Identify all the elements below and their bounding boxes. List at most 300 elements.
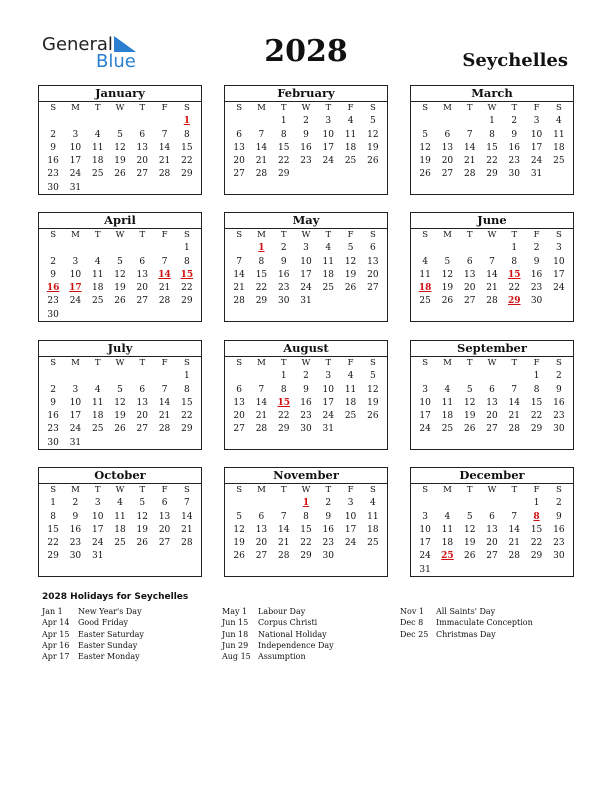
empty-cell xyxy=(131,370,153,383)
day-cell: 11 xyxy=(419,269,431,280)
day-cell: 26 xyxy=(441,296,454,307)
day-cell: 10 xyxy=(300,256,312,267)
day-cell: 4 xyxy=(94,384,101,395)
day-cell: 19 xyxy=(114,283,126,294)
day-grid xyxy=(39,484,201,564)
day-cell: 13 xyxy=(158,511,171,522)
empty-cell xyxy=(131,242,153,255)
day-cell: 29 xyxy=(181,296,193,307)
day-cell: 24 xyxy=(322,156,334,167)
day-cell: 10 xyxy=(419,524,431,535)
weekday-label: M xyxy=(71,358,80,368)
day-cell: 8 xyxy=(258,256,265,267)
weekday-label: F xyxy=(347,230,354,240)
day-cell: 29 xyxy=(530,424,543,435)
day-cell: 23 xyxy=(322,538,334,549)
weekday-label: T xyxy=(325,103,332,113)
day-cell: 4 xyxy=(94,256,101,267)
day-cell: 3 xyxy=(303,243,309,254)
weekday-label: M xyxy=(257,358,266,368)
day-cell: 13 xyxy=(463,269,476,280)
day-cell: 24 xyxy=(419,424,431,435)
month-name: November xyxy=(225,468,387,484)
day-cell: 19 xyxy=(136,524,148,535)
weekday-label: W xyxy=(487,230,497,240)
day-cell: 1 xyxy=(511,243,518,254)
day-cell: 7 xyxy=(511,511,518,522)
day-cell: 3 xyxy=(94,498,101,509)
empty-cell xyxy=(503,497,525,510)
day-cell: 8 xyxy=(183,384,190,395)
empty-cell xyxy=(273,497,295,510)
month-name: December xyxy=(411,468,573,484)
day-cell: 30 xyxy=(553,551,565,562)
day-cell: 9 xyxy=(50,269,56,280)
weekday-label: S xyxy=(422,485,429,495)
day-cell: 26 xyxy=(114,296,126,307)
day-cell: 29 xyxy=(181,424,193,435)
month-name: August xyxy=(225,341,387,357)
day-cell: 14 xyxy=(255,397,268,408)
holiday-row xyxy=(42,640,144,651)
empty-cell xyxy=(436,242,458,255)
holiday-row xyxy=(222,651,334,662)
day-cell: 5 xyxy=(139,498,146,509)
weekday-label: S xyxy=(555,230,562,240)
day-cell: 17 xyxy=(530,142,543,153)
holiday-row xyxy=(400,617,533,628)
day-cell: 17 xyxy=(91,524,104,535)
holiday-name: National Holiday xyxy=(258,629,327,639)
holiday-column xyxy=(400,606,533,640)
weekday-label: S xyxy=(369,230,376,240)
day-cell: 4 xyxy=(347,116,354,127)
holiday-day-cell: 1 xyxy=(302,498,310,509)
day-cell: 30 xyxy=(69,551,82,562)
day-grid xyxy=(411,102,573,182)
day-cell: 13 xyxy=(136,142,148,153)
day-cell: 29 xyxy=(486,169,498,180)
day-cell: 1 xyxy=(280,116,287,127)
day-cell: 15 xyxy=(47,524,59,535)
month-name: June xyxy=(411,213,573,229)
day-cell: 24 xyxy=(322,411,334,422)
day-cell: 23 xyxy=(553,411,565,422)
day-cell: 5 xyxy=(117,384,123,395)
day-cell: 28 xyxy=(486,296,498,307)
day-cell: 4 xyxy=(325,243,332,254)
day-cell: 15 xyxy=(486,142,498,153)
day-cell: 18 xyxy=(441,411,454,422)
day-cell: 18 xyxy=(91,283,104,294)
weekday-label: W xyxy=(487,103,497,113)
day-cell: 23 xyxy=(47,169,59,180)
weekday-label: W xyxy=(115,230,125,240)
day-cell: 17 xyxy=(419,538,431,549)
day-cell: 21 xyxy=(158,411,171,422)
holiday-name: Good Friday xyxy=(78,618,129,628)
day-cell: 26 xyxy=(367,411,379,422)
holiday-row xyxy=(222,640,334,651)
month-january xyxy=(38,85,202,195)
holiday-date: Apr 15 xyxy=(42,629,70,639)
empty-cell xyxy=(153,115,175,128)
weekday-label: W xyxy=(301,358,311,368)
weekday-label: S xyxy=(50,358,57,368)
day-cell: 31 xyxy=(322,424,334,435)
day-cell: 16 xyxy=(277,269,290,280)
weekday-label: S xyxy=(183,230,190,240)
day-cell: 2 xyxy=(303,371,309,382)
day-cell: 22 xyxy=(181,283,193,294)
day-cell: 26 xyxy=(136,538,148,549)
holiday-date: Nov 1 xyxy=(400,607,424,616)
day-cell: 19 xyxy=(367,142,379,153)
day-cell: 28 xyxy=(508,551,520,562)
day-cell: 22 xyxy=(255,283,268,294)
day-cell: 30 xyxy=(47,309,59,320)
month-name: March xyxy=(411,86,573,102)
day-cell: 24 xyxy=(69,169,82,180)
day-cell: 20 xyxy=(136,411,148,422)
day-cell: 26 xyxy=(344,283,357,294)
holiday-day-cell: 15 xyxy=(180,269,194,280)
day-cell: 24 xyxy=(69,424,82,435)
day-cell: 24 xyxy=(300,283,312,294)
day-cell: 9 xyxy=(325,511,332,522)
day-cell: 24 xyxy=(344,538,357,549)
day-cell: 7 xyxy=(258,129,265,140)
day-cell: 12 xyxy=(367,384,379,395)
weekday-label: M xyxy=(443,103,452,113)
day-cell: 26 xyxy=(463,551,476,562)
day-cell: 21 xyxy=(233,283,245,294)
weekday-label: F xyxy=(533,485,540,495)
day-cell: 29 xyxy=(255,296,268,307)
day-cell: 20 xyxy=(233,411,245,422)
page-title-year: 2028 xyxy=(264,34,348,69)
day-cell: 20 xyxy=(136,283,148,294)
day-cell: 31 xyxy=(69,182,82,193)
day-cell: 16 xyxy=(553,397,565,408)
day-cell: 16 xyxy=(300,142,312,153)
month-march xyxy=(410,85,574,195)
day-cell: 23 xyxy=(47,424,59,435)
day-cell: 16 xyxy=(553,524,565,535)
day-cell: 17 xyxy=(69,156,82,167)
day-cell: 8 xyxy=(280,129,287,140)
day-cell: 25 xyxy=(322,283,334,294)
day-cell: 12 xyxy=(419,142,431,153)
empty-cell xyxy=(87,115,109,128)
day-cell: 11 xyxy=(344,384,357,395)
weekday-label: T xyxy=(466,485,473,495)
day-cell: 11 xyxy=(344,129,357,140)
holiday-row xyxy=(222,617,334,628)
day-cell: 15 xyxy=(181,142,193,153)
weekday-label: M xyxy=(257,485,266,495)
day-cell: 23 xyxy=(300,411,312,422)
day-cell: 3 xyxy=(325,371,332,382)
month-october xyxy=(38,467,202,577)
holiday-day-cell: 29 xyxy=(508,296,521,307)
weekday-label: T xyxy=(94,230,101,240)
day-cell: 13 xyxy=(136,269,148,280)
holiday-date: Jun 18 xyxy=(222,629,249,639)
day-cell: 9 xyxy=(280,256,287,267)
day-cell: 12 xyxy=(114,142,126,153)
holiday-row xyxy=(400,606,533,617)
day-cell: 14 xyxy=(486,269,498,280)
day-cell: 8 xyxy=(511,256,518,267)
weekday-label: S xyxy=(422,103,429,113)
empty-cell xyxy=(87,370,109,383)
holiday-day-cell: 15 xyxy=(508,269,521,280)
holiday-column xyxy=(222,606,334,662)
holiday-day-cell: 15 xyxy=(277,397,290,408)
holiday-row xyxy=(42,617,144,628)
day-cell: 5 xyxy=(466,384,473,395)
day-cell: 8 xyxy=(280,384,287,395)
day-cell: 21 xyxy=(158,156,171,167)
day-cell: 30 xyxy=(508,169,520,180)
day-cell: 12 xyxy=(114,269,126,280)
day-cell: 5 xyxy=(444,256,451,267)
day-cell: 9 xyxy=(303,384,309,395)
day-cell: 15 xyxy=(530,524,543,535)
day-cell: 29 xyxy=(181,169,193,180)
day-cell: 6 xyxy=(236,129,242,140)
day-cell: 21 xyxy=(463,156,476,167)
empty-cell xyxy=(459,497,481,510)
day-cell: 27 xyxy=(136,424,148,435)
day-cell: 11 xyxy=(91,397,104,408)
holiday-name: Easter Saturday xyxy=(78,629,144,639)
day-cell: 19 xyxy=(367,397,379,408)
day-cell: 7 xyxy=(258,384,265,395)
holiday-name: Assumption xyxy=(258,652,306,662)
day-grid xyxy=(39,357,201,450)
day-cell: 10 xyxy=(91,511,104,522)
empty-cell xyxy=(109,115,131,128)
day-cell: 3 xyxy=(347,498,354,509)
holiday-row xyxy=(42,651,144,662)
day-cell: 25 xyxy=(114,538,126,549)
day-cell: 2 xyxy=(511,116,518,127)
day-cell: 29 xyxy=(277,169,290,180)
day-cell: 22 xyxy=(508,283,520,294)
day-cell: 8 xyxy=(50,511,56,522)
empty-cell xyxy=(64,242,86,255)
day-cell: 5 xyxy=(422,129,428,140)
day-cell: 4 xyxy=(422,256,428,267)
day-cell: 23 xyxy=(69,538,82,549)
holiday-row xyxy=(42,606,144,617)
day-cell: 21 xyxy=(508,411,520,422)
day-cell: 6 xyxy=(236,384,242,395)
day-cell: 3 xyxy=(533,116,540,127)
day-cell: 26 xyxy=(114,424,126,435)
weekday-label: F xyxy=(347,485,354,495)
day-cell: 15 xyxy=(181,397,193,408)
day-cell: 5 xyxy=(369,371,376,382)
day-cell: 26 xyxy=(419,169,431,180)
holiday-date: Apr 14 xyxy=(42,618,70,628)
day-cell: 14 xyxy=(255,142,268,153)
day-cell: 9 xyxy=(555,511,562,522)
day-cell: 14 xyxy=(158,142,171,153)
day-cell: 20 xyxy=(367,269,379,280)
weekday-label: S xyxy=(555,485,562,495)
day-cell: 6 xyxy=(139,129,146,140)
day-cell: 18 xyxy=(91,411,104,422)
month-november xyxy=(224,467,388,577)
holiday-name: Easter Sunday xyxy=(78,640,138,650)
day-cell: 14 xyxy=(233,269,245,280)
empty-cell xyxy=(109,242,131,255)
day-cell: 25 xyxy=(553,156,565,167)
day-cell: 10 xyxy=(553,256,565,267)
day-cell: 27 xyxy=(136,296,148,307)
holiday-date: Jun 15 xyxy=(222,618,249,628)
month-june xyxy=(410,212,574,322)
day-cell: 18 xyxy=(553,142,565,153)
day-cell: 21 xyxy=(255,411,268,422)
weekday-label: F xyxy=(533,230,540,240)
day-cell: 23 xyxy=(508,156,520,167)
day-cell: 12 xyxy=(344,256,357,267)
day-cell: 9 xyxy=(72,511,79,522)
day-cell: 1 xyxy=(489,116,495,127)
weekday-label: S xyxy=(236,485,243,495)
holiday-day-cell: 1 xyxy=(183,116,190,127)
day-cell: 17 xyxy=(553,269,565,280)
day-grid xyxy=(225,229,387,309)
day-cell: 19 xyxy=(114,156,126,167)
day-cell: 2 xyxy=(325,498,332,509)
day-cell: 7 xyxy=(466,129,473,140)
day-cell: 9 xyxy=(511,129,518,140)
day-cell: 24 xyxy=(69,296,82,307)
empty-cell xyxy=(414,242,436,255)
day-cell: 27 xyxy=(158,538,171,549)
weekday-label: T xyxy=(511,358,518,368)
day-cell: 7 xyxy=(161,129,168,140)
day-cell: 27 xyxy=(463,296,476,307)
day-cell: 29 xyxy=(47,551,59,562)
day-cell: 22 xyxy=(277,411,290,422)
empty-cell xyxy=(459,115,481,128)
day-cell: 10 xyxy=(69,269,82,280)
day-cell: 14 xyxy=(508,524,520,535)
day-cell: 27 xyxy=(233,424,245,435)
empty-cell xyxy=(250,370,272,383)
day-cell: 6 xyxy=(466,256,473,267)
day-cell: 13 xyxy=(367,256,379,267)
weekday-label: S xyxy=(422,230,429,240)
day-cell: 3 xyxy=(72,384,79,395)
day-cell: 17 xyxy=(322,397,334,408)
holiday-name: Labour Day xyxy=(258,607,306,616)
day-cell: 6 xyxy=(161,498,168,509)
day-cell: 3 xyxy=(422,511,428,522)
day-cell: 9 xyxy=(50,142,56,153)
day-cell: 28 xyxy=(255,424,268,435)
day-cell: 25 xyxy=(344,156,357,167)
weekday-label: T xyxy=(94,485,101,495)
day-cell: 14 xyxy=(508,397,520,408)
day-cell: 2 xyxy=(533,243,540,254)
day-grid xyxy=(411,357,573,437)
day-cell: 21 xyxy=(181,524,193,535)
day-cell: 27 xyxy=(486,551,498,562)
day-cell: 19 xyxy=(463,411,476,422)
day-cell: 5 xyxy=(236,511,242,522)
day-cell: 13 xyxy=(486,524,498,535)
day-cell: 11 xyxy=(367,511,379,522)
day-cell: 10 xyxy=(344,511,357,522)
day-cell: 2 xyxy=(50,256,56,267)
day-cell: 16 xyxy=(47,156,59,167)
month-august xyxy=(224,340,388,450)
month-name: October xyxy=(39,468,201,484)
holiday-date: Dec 8 xyxy=(400,618,424,628)
empty-cell xyxy=(109,370,131,383)
day-cell: 19 xyxy=(344,269,357,280)
day-cell: 2 xyxy=(72,498,79,509)
holiday-row xyxy=(42,629,144,640)
day-cell: 6 xyxy=(369,243,376,254)
day-cell: 10 xyxy=(530,129,543,140)
month-july xyxy=(38,340,202,450)
weekday-label: M xyxy=(71,103,80,113)
empty-cell xyxy=(459,242,481,255)
holiday-day-cell: 17 xyxy=(69,283,82,294)
holiday-row xyxy=(400,629,533,640)
month-february xyxy=(224,85,388,195)
day-cell: 12 xyxy=(233,524,245,535)
weekday-label: F xyxy=(161,485,168,495)
day-cell: 25 xyxy=(419,296,431,307)
day-cell: 9 xyxy=(555,384,562,395)
empty-cell xyxy=(250,497,272,510)
day-cell: 22 xyxy=(300,538,312,549)
day-cell: 22 xyxy=(486,156,498,167)
day-cell: 4 xyxy=(117,498,123,509)
weekday-label: M xyxy=(71,230,80,240)
month-name: May xyxy=(225,213,387,229)
holiday-row xyxy=(222,606,334,617)
day-cell: 11 xyxy=(114,511,126,522)
day-cell: 12 xyxy=(463,524,476,535)
empty-cell xyxy=(87,242,109,255)
holiday-name: Independence Day xyxy=(258,640,334,650)
day-cell: 30 xyxy=(47,182,59,193)
weekday-label: S xyxy=(236,230,243,240)
day-grid xyxy=(411,484,573,577)
day-cell: 4 xyxy=(444,384,451,395)
weekday-label: M xyxy=(71,485,80,495)
day-cell: 25 xyxy=(91,424,104,435)
weekday-label: S xyxy=(369,103,376,113)
day-cell: 30 xyxy=(47,437,59,448)
weekday-label: S xyxy=(50,485,57,495)
weekday-label: S xyxy=(50,103,57,113)
weekday-label: W xyxy=(301,230,311,240)
empty-cell xyxy=(42,242,64,255)
weekday-label: F xyxy=(533,103,540,113)
day-cell: 6 xyxy=(258,511,265,522)
